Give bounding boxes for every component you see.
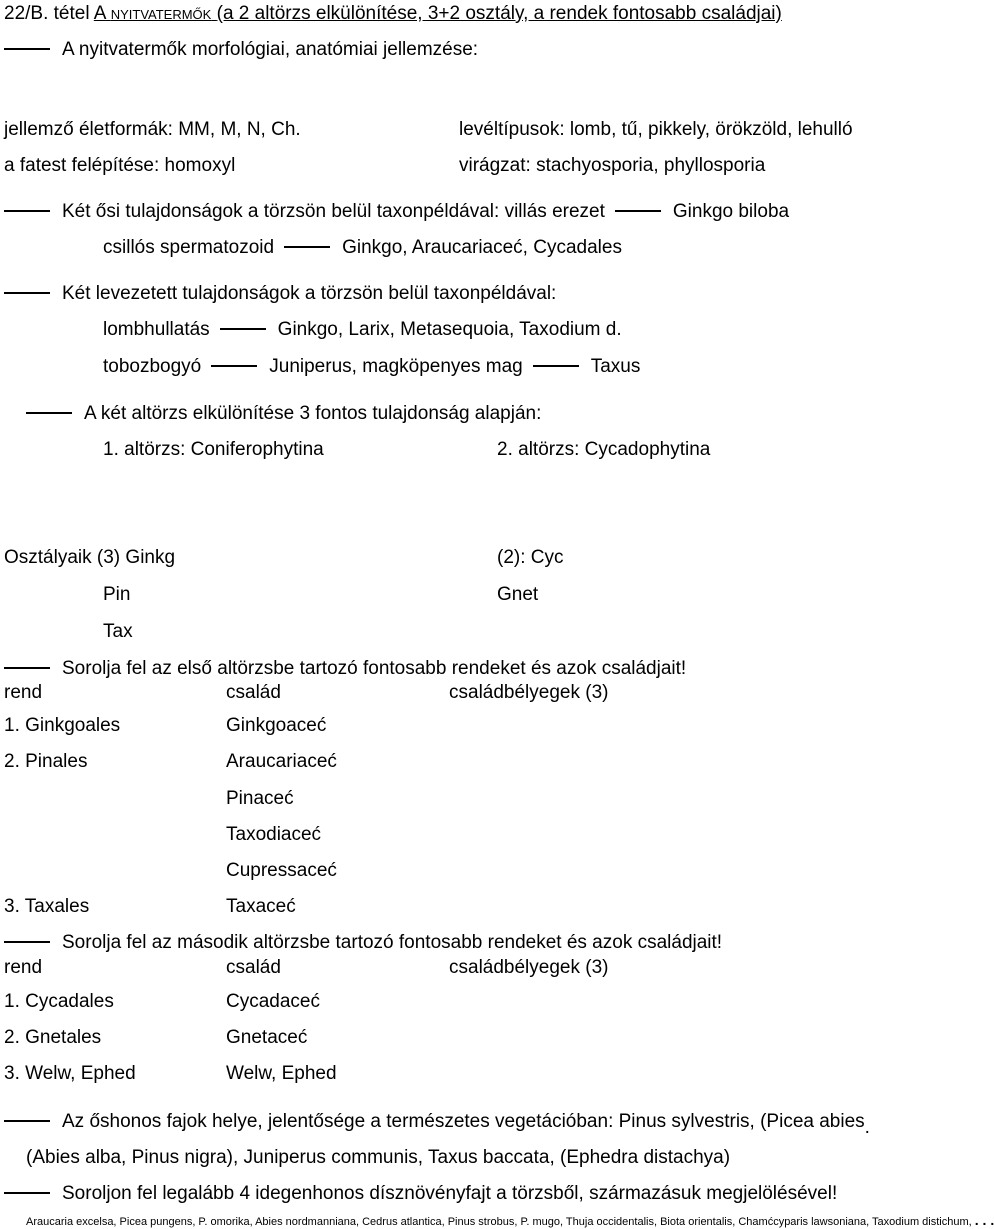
leaf-types-text: levéltípusok: lomb, tű, pikkely, örökzöld, lehulló — [459, 119, 853, 140]
classes-second-label: (2): Cyc — [497, 547, 564, 568]
stem-text: a fatest felépítése: homoxyl — [4, 155, 236, 176]
topic-title: A nyitvatermők (a 2 altörzs elkülönítése, 3+2 osztály, a rendek fontosabb családjai) — [93, 3, 782, 24]
dash — [4, 48, 50, 50]
native-species-line-2: (Abies alba, Pinus nigra), Juniperus communis, Taxus baccata, (Ephedra distachya) — [26, 1147, 731, 1168]
lifeforms-text: jellemző életformák: MM, M, N, Ch. — [4, 119, 301, 140]
exotic-species-heading: Soroljon fel legalább 4 idegenhonos dísznövényfajt a törzsből, származásuk megjelölésével! — [4, 1184, 837, 1203]
exotic-species-list: Araucaria excelsa, Picea pungens, P. omorika, Abies nordmanniana, Cedrus atlantica, Pinus strobus, P. mugo, Thuja occidentalis, Biota orientalis, Chamćcyparis lawsoniana, Taxodium distichum, . . . — [26, 1212, 994, 1228]
family-cell: Pinaceć — [226, 788, 294, 809]
inflorescence-text: virágzat: stachyosporia, phyllosporia — [459, 155, 766, 176]
family-cell: Gnetaceć — [226, 1027, 308, 1048]
family-cell: Araucariaceć — [226, 751, 337, 772]
class-pin: Pin — [103, 584, 131, 605]
col-family: család — [226, 682, 281, 703]
col-marks-2: családbélyegek (3) — [449, 957, 609, 978]
family-cell: Taxodiaceć — [226, 824, 322, 845]
family-cell: Ginkgoaceć — [226, 715, 327, 736]
order-cell: 2. Gnetales — [4, 1027, 102, 1048]
classes-label: Osztályaik (3) Ginkg — [4, 547, 176, 568]
order-cell: 2. Pinales — [4, 751, 88, 772]
first-orders-heading: Sorolja fel az első altörzsbe tartozó fontosabb rendeket és azok családjait! — [4, 659, 686, 678]
morphology-heading: A nyitvatermők morfológiai, anatómiai jellemzése: — [4, 40, 478, 59]
col-rend: rend — [4, 682, 43, 703]
family-cell: Taxaceć — [226, 896, 296, 917]
second-orders-heading: Sorolja fel az második altörzsbe tartozó fontosabb rendeket és azok családjait! — [4, 933, 722, 952]
derived-trait-2: tobozbogyó Juniperus, magköpenyes mag Taxus — [103, 356, 641, 377]
family-cell: Cupressaceć — [226, 860, 337, 881]
derived-trait-1: lombhullatás Ginkgo, Larix, Metasequoia, Taxodium d. — [103, 319, 622, 340]
order-cell: 3. Taxales — [4, 896, 90, 917]
class-gnet: Gnet — [497, 584, 539, 605]
order-cell: 3. Welw, Ephed — [4, 1063, 136, 1084]
subphylum-1: 1. altörzs: Coniferophytina — [103, 439, 324, 460]
family-cell: Welw, Ephed — [226, 1063, 337, 1084]
derived-traits-heading: Két levezetett tulajdonságok a törzsön belül taxonpéldával: — [4, 284, 556, 303]
ancient-traits-line: Két ősi tulajdonságok a törzsön belül taxonpéldával: villás erezet Ginkgo biloba — [4, 202, 789, 221]
native-species-line-1: Az őshonos fajok helye, jelentősége a természetes vegetációban: Pinus sylvestris, (Picea abies. — [4, 1112, 870, 1131]
class-tax: Tax — [103, 621, 133, 642]
order-cell: 1. Ginkgoales — [4, 715, 121, 736]
page-title — [4, 4, 782, 23]
family-cell: Cycadaceć — [226, 991, 320, 1012]
subphylum-2: 2. altörzs: Cycadophytina — [497, 439, 711, 460]
col-marks: családbélyegek (3) — [449, 682, 609, 703]
topic-number: 22/B. tétel — [4, 3, 90, 24]
ancient-traits-line-2: csillós spermatozoid Ginkgo, Araucariaceć, Cycadales — [103, 237, 622, 258]
order-cell: 1. Cycadales — [4, 991, 114, 1012]
subphyla-heading: A két altörzs elkülönítése 3 fontos tulajdonság alapján: — [26, 404, 541, 423]
col-family-2: család — [226, 957, 281, 978]
col-rend-2: rend — [4, 957, 43, 978]
